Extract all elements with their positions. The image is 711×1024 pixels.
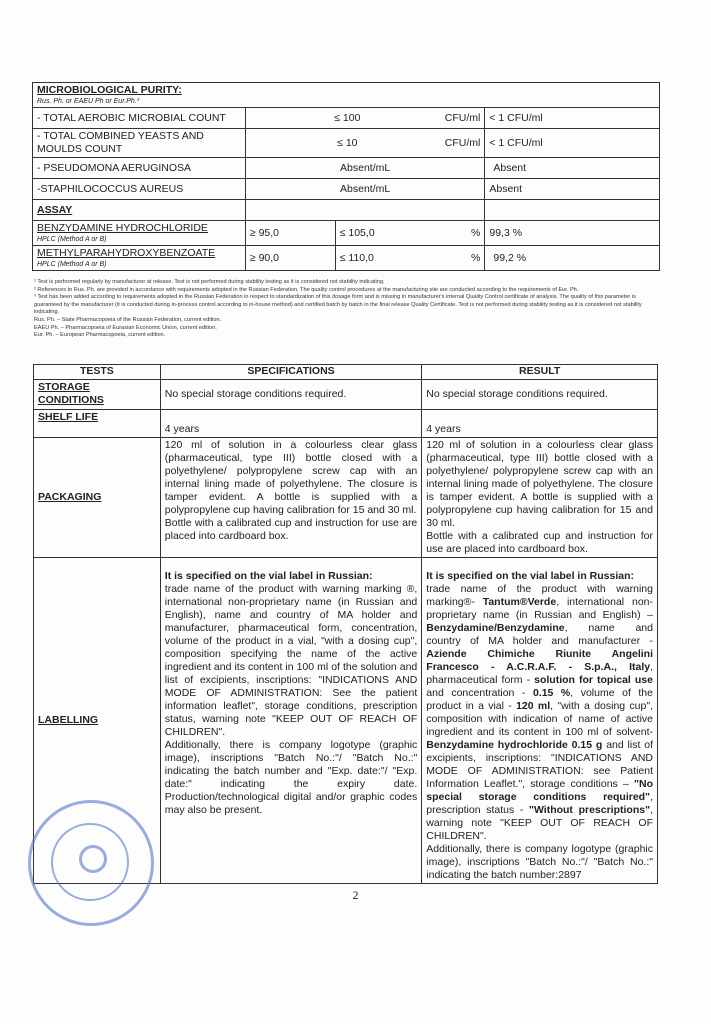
spec-min: ≥ 95,0: [245, 221, 335, 246]
text-segment: , warning note "KEEP OUT OF REACH OF CHILDREN".: [426, 803, 653, 842]
text-segment: , volume of the product in a vial -: [426, 686, 653, 712]
table-row: [34, 379, 658, 409]
footnote: ² References to Rus. Ph. are provided in accordance with requirements adopted in the Russian Federation. The quality control procedures at the manufacturing site are conducted according to the requirements of Eur. Ph.: [34, 286, 579, 293]
method: HPLC (Method A or B): [37, 261, 107, 268]
spec-value: Absent/mL: [245, 158, 484, 179]
table-row: [33, 129, 660, 158]
page-number: 2: [352, 887, 359, 902]
spec-value: 4 years: [160, 409, 421, 437]
text-segment: and list of excipients, inscriptions: "INDICATIONS AND MODE OF ADMINISTRATION: see Patient Information Leaflet.", storage conditions –: [426, 738, 653, 790]
result-value: Absent: [485, 179, 660, 200]
spec-value: ≤ 10: [337, 136, 358, 149]
test-name: BENZYDAMINE HYDROCHLORIDE: [37, 222, 208, 234]
spec-unit: CFU/ml: [444, 111, 481, 124]
spec-heading: It is specified on the vial label in Russian:: [164, 569, 373, 582]
result-value: [426, 583, 653, 843]
footnote: ¹ Test is performed regularly by manufacturer at release. Test is not performed during stability testing as it is considered not stability indicating.: [34, 279, 385, 285]
section-title: ASSAY: [33, 200, 246, 221]
test-name: METHYLPARAHYDROXYBENZOATE: [37, 247, 216, 259]
result-value: 99,2 %: [485, 246, 660, 271]
spec-value: Bottle with a calibrated cup and instruction for use are placed into cardboard box.: [164, 516, 418, 542]
footnote: Eur. Ph. – European Pharmacopoeia, current edition.: [34, 332, 166, 339]
table-row: [34, 557, 658, 883]
text-segment: , pharmaceutical form -: [426, 660, 653, 686]
table-row: [33, 221, 660, 246]
text-segment: , "with a dosing cup", composition with indication of name of active ingredient and its content in 100 ml of solvent-: [426, 699, 653, 738]
test-name: -STAPHILOCOCCUS AUREUS: [33, 179, 246, 200]
result-value: Absent: [485, 158, 660, 179]
test-name: - TOTAL COMBINED YEASTS AND MOULDS COUNT: [33, 129, 246, 158]
spec-unit: %: [471, 226, 481, 239]
bold-text-segment: Tantum®Verde: [482, 595, 557, 608]
result-value: Additionally, there is company logotype (graphic image), inscriptions "Batch No.:"/ "Batch No.:" indicating the batch number:2897: [426, 842, 653, 881]
header-row: [34, 364, 658, 379]
table-row: [33, 200, 660, 221]
spec-max: ≤ 110,0: [339, 251, 374, 264]
table-row: [33, 83, 660, 108]
column-header: SPECIFICATIONS: [160, 364, 421, 379]
test-name: - PSEUDOMONA AERUGINOSA: [33, 158, 246, 179]
bold-text-segment: solution for topical use: [534, 673, 653, 686]
spec-value: ≤ 100: [334, 111, 361, 124]
spec-unit: %: [471, 251, 481, 264]
text-segment: trade name of the product with warning marking®-: [426, 582, 653, 608]
result-value: 4 years: [422, 409, 658, 437]
text-segment: , international non-proprietary name (in Russian and English) –: [426, 595, 653, 621]
text-segment: and concentration -: [426, 686, 533, 699]
test-name: SHELF LIFE: [34, 409, 161, 437]
test-name: PACKAGING: [34, 437, 161, 557]
spec-value: Additionally, there is company logotype (graphic image), inscriptions "Batch No.:"/ "Batch No.:" indicating the batch number and "Exp. date:"/ "Exp. date:" indicating the expiry date. Production/technological digital and/or graphic codes may also be present.: [164, 738, 418, 816]
table-row: [34, 437, 658, 557]
bold-text-segment: Aziende Chimiche Riunite Angelini Francesco - A.C.R.A.F. - S.p.A., Italy: [426, 647, 653, 673]
section-title: MICROBIOLOGICAL PURITY:: [37, 84, 182, 96]
spec-value: No special storage conditions required.: [160, 379, 421, 409]
bold-text-segment: 0.15 %: [532, 686, 571, 699]
result-value: 120 ml of solution in a colourless clear glass (pharmaceutical, type III) bottle closed with a polyethylene/ polypropylene screw cap with an internal lining made of polyethylene. The closure is tamper evident. A bottle is supplied with a polypropylene cup having calibration for 15 and 30 ml.: [426, 438, 653, 529]
test-name: STORAGE CONDITIONS: [34, 379, 161, 409]
table-row: [33, 108, 660, 129]
table-row: [33, 158, 660, 179]
footnote: ³ Test has been added according to requirements adopted in the Russian Federation in respect to standardization of this dosage form and is missing in manufacturer's internal Quality Control certificate of analysis. The quality of this parameter is guaranteed by the manufacturer (it is conducted during in-process control according to in-house method) and certified batch by batch in the final release Quality Certificate. Test is not performed during stability testing as it is considered not stability indicating.: [34, 294, 642, 316]
bold-text-segment: 120 ml: [516, 699, 551, 712]
pharmacopoeia-ref: Rus. Ph. or EAEU Ph or Eur.Ph.³: [37, 98, 140, 105]
microbiology-assay-table: [32, 82, 660, 271]
column-header: TESTS: [34, 364, 161, 379]
result-value: Bottle with a calibrated cup and instruction for use are placed into cardboard box.: [426, 529, 653, 555]
result-value: No special storage conditions required.: [422, 379, 658, 409]
table-row: [33, 179, 660, 200]
spec-unit: CFU/ml: [444, 136, 481, 149]
spec-value: Absent/mL: [245, 179, 484, 200]
footnote: Rus. Ph. – State Pharmacopoeia of the Russian Federation, current edition.: [34, 316, 222, 323]
test-name: - TOTAL AEROBIC MICROBIAL COUNT: [33, 108, 246, 129]
bold-text-segment: "No special storage conditions required": [426, 777, 653, 803]
result-value: < 1 CFU/ml: [485, 129, 660, 158]
footnotes: [34, 279, 664, 340]
test-name: LABELLING: [34, 557, 161, 883]
spec-value: 120 ml of solution in a colourless clear glass (pharmaceutical, type III) bottle closed with a polyethylene/ polypropylene screw cap with an internal lining made of polyethylene. The closure is tamper evident. A bottle is supplied with a polypropylene cup having calibration for 15 and 30 ml.: [164, 438, 418, 516]
specifications-table: [33, 364, 658, 884]
result-heading: It is specified on the vial label in Russian:: [426, 569, 634, 582]
table-row: [34, 409, 658, 437]
method: HPLC (Method A or B): [37, 236, 107, 243]
column-header: RESULT: [422, 364, 658, 379]
text-segment: , prescription status -: [426, 790, 653, 816]
footnote: EAEU Ph. – Pharmacopoeia of Eurasian Economic Union, current edition.: [34, 324, 217, 331]
result-value: 99,3 %: [485, 221, 660, 246]
bold-text-segment: "Without prescriptions": [528, 803, 651, 816]
result-value: < 1 CFU/ml: [485, 108, 660, 129]
spec-value: trade name of the product with warning marking ®, international non-proprietary name (in Russian and English), name and country of MA holder and manufacturer, pharmaceutical form, concentration, volume of the product in a vial, "with a dosing cup", composition specifying the name of the active ingredient and its content in 100 ml of the solution and list of excipients, inscriptions: "INDICATIONS AND MODE OF ADMINISTRATION: See the patient information leaflet", storage conditions, prescription status, warning note "KEEP OUT OF REACH OF CHILDREN".: [164, 582, 418, 738]
bold-text-segment: Benzydamine hydrochloride 0.15 g: [426, 738, 603, 751]
spec-min: ≥ 90,0: [245, 246, 335, 271]
spec-max: ≤ 105,0: [339, 226, 375, 239]
table-row: [33, 246, 660, 271]
text-segment: , name and country of MA holder and manufacturer -: [426, 621, 653, 647]
bold-text-segment: Benzydamine/Benzydamine: [426, 621, 565, 634]
